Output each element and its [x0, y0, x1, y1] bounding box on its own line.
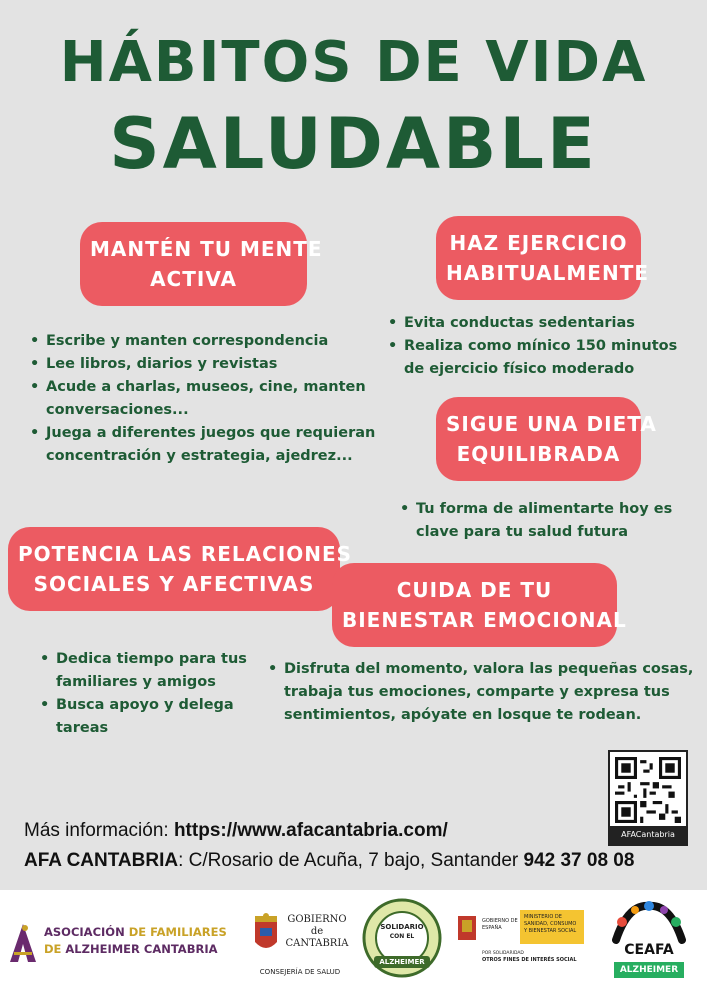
gob-text: de — [310, 926, 324, 937]
list-item: • Busca apoyo y delega tareas — [40, 694, 260, 740]
heading-relaciones — [8, 527, 353, 611]
phone-number[interactable]: 942 37 08 08 — [523, 850, 635, 871]
website-link[interactable]: https://www.afacantabria.com/ — [173, 820, 448, 841]
ceafa-puzzle-icon — [608, 900, 690, 946]
afa-text: ALZHEIMER — [65, 942, 140, 956]
heading-mente-activa — [80, 222, 323, 306]
afa-text: CANTABRIA — [139, 942, 218, 956]
list-item: • Acude a charlas, museos, cine, manten conversaciones... — [30, 376, 395, 422]
gob-subtitle: CONSEJERÍA DE SALUD — [259, 968, 341, 976]
ministerio-bottom: OTROS FINES DE INTERÉS SOCIAL — [482, 957, 577, 963]
heading-line: BIENESTAR EMOCIONAL — [342, 608, 627, 632]
title-line-2: SALUDABLE — [109, 103, 598, 185]
heading-line: HABITUALMENTE — [446, 261, 649, 285]
gobierno-cantabria-logo — [250, 906, 350, 986]
list-item: • Lee libros, diarios y revistas — [30, 353, 395, 376]
heading-ejercicio — [436, 216, 649, 300]
list-item: • Tu forma de alimentarte hoy es clave para tu salud futura — [400, 498, 690, 544]
coat-of-arms-icon — [252, 912, 280, 956]
heading-line: SOCIALES Y AFECTIVAS — [33, 572, 315, 596]
afa-text: DE FAMILIARES — [124, 925, 227, 939]
list-bienestar — [268, 658, 704, 727]
list-item: • Dedica tiempo para tus familiares y amigos — [40, 648, 260, 694]
ministerio-logo — [452, 910, 584, 972]
solidario-text: SOLIDARIO — [380, 923, 424, 931]
afa-logo — [8, 920, 243, 970]
list-mente — [30, 330, 395, 468]
list-item: • Juega a diferentes juegos que requieran concentración y estrategia, ajedrez... — [30, 422, 395, 468]
heading-line: POTENCIA LAS RELACIONES — [18, 542, 353, 566]
solidario-text: CON EL — [389, 933, 415, 940]
afa-figure-icon — [8, 922, 38, 964]
heading-line: MANTÉN TU MENTE — [90, 237, 323, 261]
list-dieta — [400, 498, 690, 544]
heading-line: CUIDA DE TU — [396, 578, 553, 602]
list-item: • Realiza como mínico 150 minutos de ejercicio físico moderado — [388, 335, 688, 381]
list-relaciones — [40, 648, 260, 740]
solidario-logo — [362, 898, 442, 978]
ceafa-name: CEAFA — [624, 942, 674, 958]
solidario-tag: ALZHEIMER — [379, 958, 425, 966]
list-item: • Disfruta del momento, valora las pequeñas cosas, trabaja tus emociones, comparte y expresa tus sentimientos, apóyate en losque te rodean. — [268, 658, 704, 727]
heading-line: ACTIVA — [150, 267, 237, 291]
heading-line: EQUILIBRADA — [456, 442, 621, 466]
address-text: : C/Rosario de Acuña, 7 bajo, Santander — [178, 850, 524, 871]
heading-dieta — [436, 397, 657, 481]
more-info-label: Más información: — [24, 820, 174, 841]
ceafa-logo — [608, 900, 690, 986]
org-name: AFA CANTABRIA — [24, 850, 179, 871]
list-item: • Evita conductas sedentarias — [388, 312, 688, 335]
gob-text: CANTABRIA — [285, 938, 349, 949]
title-line-1: HÁBITOS DE VIDA — [59, 30, 648, 95]
afa-text: ASOCIACIÓN — [44, 925, 125, 939]
list-ejercicio — [388, 312, 688, 381]
afa-text: DE — [44, 942, 66, 956]
ministerio-left: GOBIERNO DE ESPAÑA — [482, 918, 518, 931]
heading-bienestar — [332, 563, 627, 647]
ministerio-bottom: POR SOLIDARIDAD — [482, 951, 524, 956]
ceafa-tag: ALZHEIMER — [614, 962, 684, 978]
address-line — [24, 850, 634, 872]
heading-line: HAZ EJERCICIO — [449, 231, 628, 255]
list-item: • Escribe y manten correspondencia — [30, 330, 395, 353]
footer-logos — [0, 890, 707, 1000]
more-info-line — [24, 820, 448, 842]
spain-arms-icon — [456, 914, 478, 942]
heading-line: SIGUE UNA DIETA — [446, 412, 657, 436]
qr-pattern-icon — [615, 757, 681, 823]
ministerio-right: MINISTERIO DE SANIDAD, CONSUMO Y BIENESTAR SOCIAL — [520, 910, 584, 944]
qr-code[interactable] — [608, 750, 688, 846]
gob-text: GOBIERNO — [287, 914, 347, 925]
qr-label: AFACantabria — [610, 826, 686, 844]
